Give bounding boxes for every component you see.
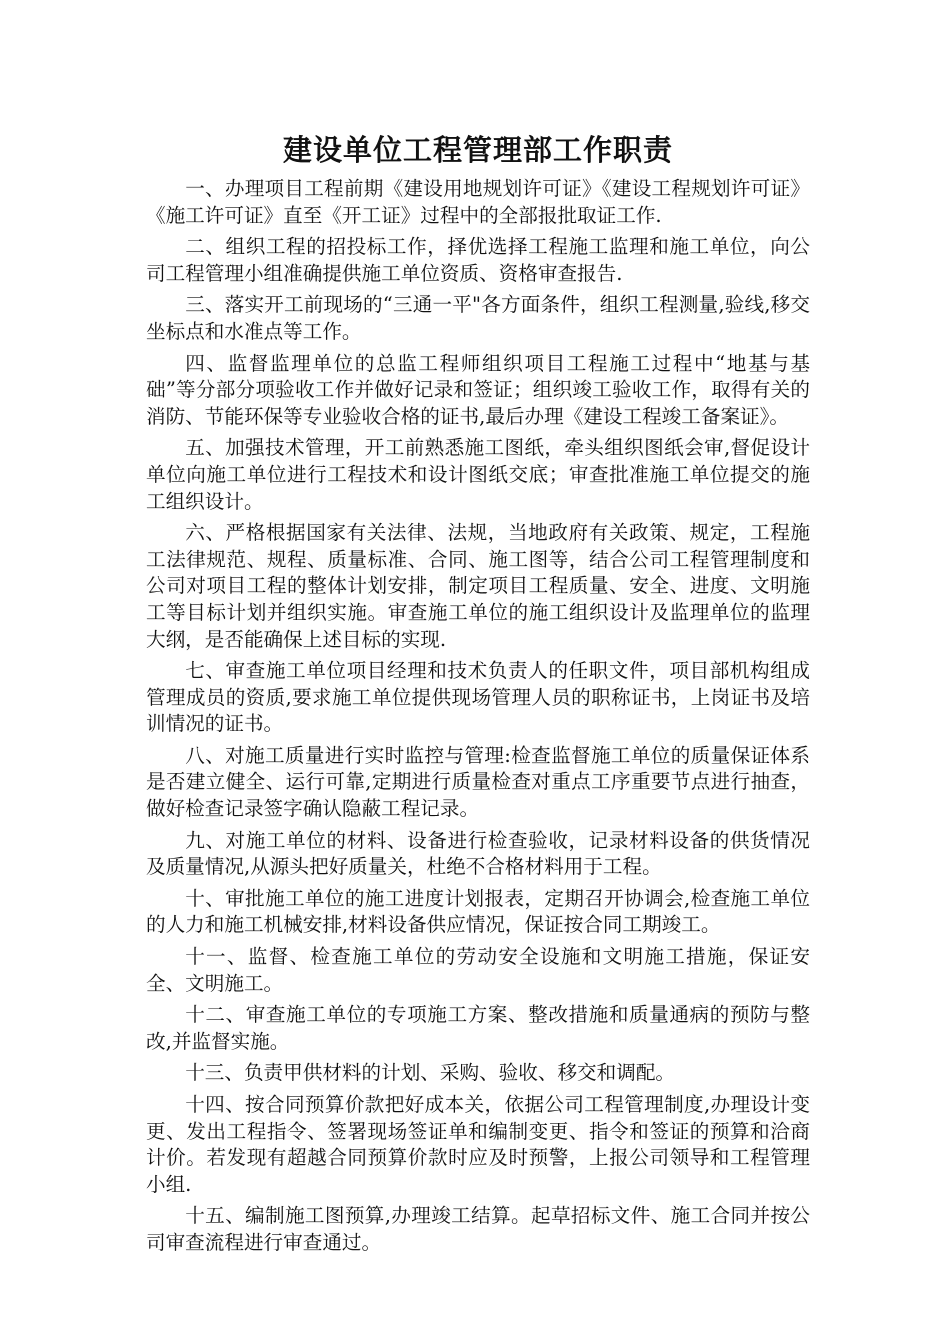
paragraph-11: 十一、监督、检查施工单位的劳动安全设施和文明施工措施，保证安全、文明施工。: [146, 945, 810, 995]
paragraph-8: 八、对施工质量进行实时监控与管理:检查监督施工单位的质量保证体系是否建立健全、运行可靠,定期进行质量检查对重点工序重要节点进行抽查，做好检查记录签字确认隐蔽工程记录。: [146, 743, 810, 821]
paragraph-10: 十、审批施工单位的施工进度计划报表，定期召开协调会,检查施工单位的人力和施工机械安排,材料设备供应情况，保证按合同工期竣工。: [146, 886, 810, 937]
paragraph-14: 十四、按合同预算价款把好成本关，依据公司工程管理制度,办理设计变更、发出工程指令、签署现场签证单和编制变更、指令和签证的预算和洽商计价。若发现有超越合同预算价款时应及时预警，上报公司领导和工程管理小组.: [146, 1093, 810, 1196]
paragraph-6: 六、严格根据国家有关法律、法规，当地政府有关政策、规定，工程施工法律规范、规程、质量标准、合同、施工图等，结合公司工程管理制度和公司对项目工程的整体计划安排，制定项目工程质量、安全、进度、文明施工等目标计划并组织实施。审查施工单位的施工组织设计及监理单位的监理大纲，是否能确保上述目标的实现.: [146, 521, 810, 651]
document-page: [146, 128, 810, 1262]
paragraph-5: 五、加强技术管理，开工前熟悉施工图纸，牵头组织图纸会审,督促设计单位向施工单位进行工程技术和设计图纸交底；审查批准施工单位提交的施工组织设计。: [146, 436, 810, 513]
paragraph-13: 十三、负责甲供材料的计划、采购、验收、移交和调配。: [185, 1061, 676, 1085]
document-title: 建设单位工程管理部工作职责: [282, 133, 673, 167]
paragraph-3: 三、落实开工前现场的“三通一平"各方面条件，组织工程测量,验线,移交坐标点和水准点等工作。: [146, 293, 810, 343]
paragraph-2: 二、组织工程的招投标工作，择优选择工程施工监理和施工单位，向公司工程管理小组准确提供施工单位资质、资格审查报告.: [146, 235, 810, 285]
paragraph-12: 十二、审查施工单位的专项施工方案、整改措施和质量通病的预防与整改,并监督实施。: [146, 1003, 810, 1053]
paragraph-7: 七、审查施工单位项目经理和技术负责人的任职文件，项目部机构组成管理成员的资质,要求施工单位提供现场管理人员的职称证书，上岗证书及培训情况的证书。: [146, 659, 810, 736]
paragraph-15: 十五、编制施工图预算,办理竣工结算。起草招标文件、施工合同并按公司审查流程进行审查通过。: [146, 1204, 810, 1254]
paragraph-9: 九、对施工单位的材料、设备进行检查验收，记录材料设备的供货情况及质量情况,从源头把好质量关，杜绝不合格材料用于工程。: [146, 828, 810, 879]
paragraph-1: 一、办理项目工程前期《建设用地规划许可证》《建设工程规划许可证》《施工许可证》直至《开工证》过程中的全部报批取证工作.: [146, 177, 810, 227]
paragraph-4: 四、监督监理单位的总监工程师组织项目工程施工过程中“地基与基础”等分部分项验收工作并做好记录和签证；组织竣工验收工作，取得有关的消防、节能环保等专业验收合格的证书,最后办理《建设工程竣工备案证》。: [146, 351, 810, 428]
